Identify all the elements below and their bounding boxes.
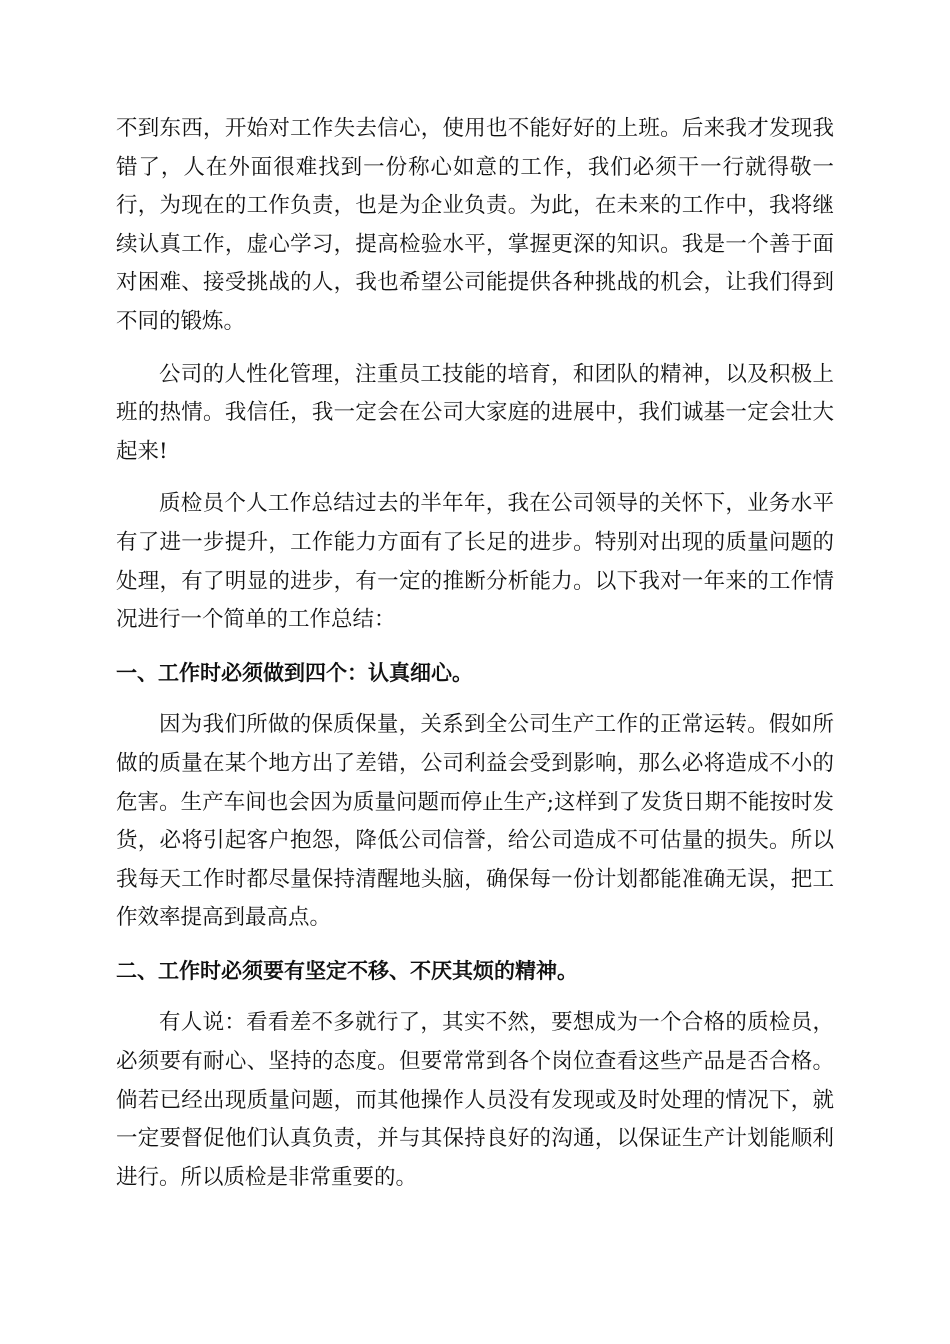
paragraph-continuation: 不到东西，开始对工作失去信心，使用也不能好好的上班。后来我才发现我错了，人在外面很难找到一份称心如意的工作，我们必须干一行就得敬一行，为现在的工作负责，也是为企业负责。为此，在未来的工作中，我将继续认真工作，虚心学习，提高检验水平，掌握更深的知识。我是一个善于面对困难、接受挑战的人，我也希望公司能提供各种挑战的机会，让我们得到不同的锻炼。 <box>116 116 834 334</box>
paragraph-company-management: 公司的人性化管理，注重员工技能的培育，和团队的精神，以及积极上班的热情。我信任，我一定会在公司大家庭的进展中，我们诚基一定会壮大起来! <box>116 361 834 464</box>
document-body <box>116 110 834 1211</box>
section-heading-2: 二、工作时必须要有坚定不移、不厌其烦的精神。 <box>116 958 578 983</box>
paragraph-patience: 有人说：看看差不多就行了，其实不然，要想成为一个合格的质检员，必须要有耐心、坚持的态度。但要常常到各个岗位查看这些产品是否合格。倘若已经出现质量问题，而其他操作人员没有发现或及时处理的情况下，就一定要督促他们认真负责，并与其保持良好的沟通，以保证生产计划能顺利进行。所以质检是非常重要的。 <box>116 1010 834 1190</box>
paragraph-quality-importance: 因为我们所做的保质保量，关系到全公司生产工作的正常运转。假如所做的质量在某个地方出了差错，公司利益会受到影响，那么必将造成不小的危害。生产车间也会因为质量问题而停止生产;这样到了发货日期不能按时发货，必将引起客户抱怨，降低公司信誉，给公司造成不可估量的损失。所以我每天工作时都尽量保持清醒地头脑，确保每一份计划都能准确无误，把工作效率提高到最高点。 <box>116 712 834 931</box>
paragraph-summary-intro: 质检员个人工作总结过去的半年年，我在公司领导的关怀下，业务水平有了进一步提升，工作能力方面有了长足的进步。特别对出现的质量问题的处理，有了明显的进步，有一定的推断分析能力。以下我对一年来的工作情况进行一个简单的工作总结： <box>116 491 834 633</box>
section-heading-1: 一、工作时必须做到四个：认真细心。 <box>116 660 473 685</box>
